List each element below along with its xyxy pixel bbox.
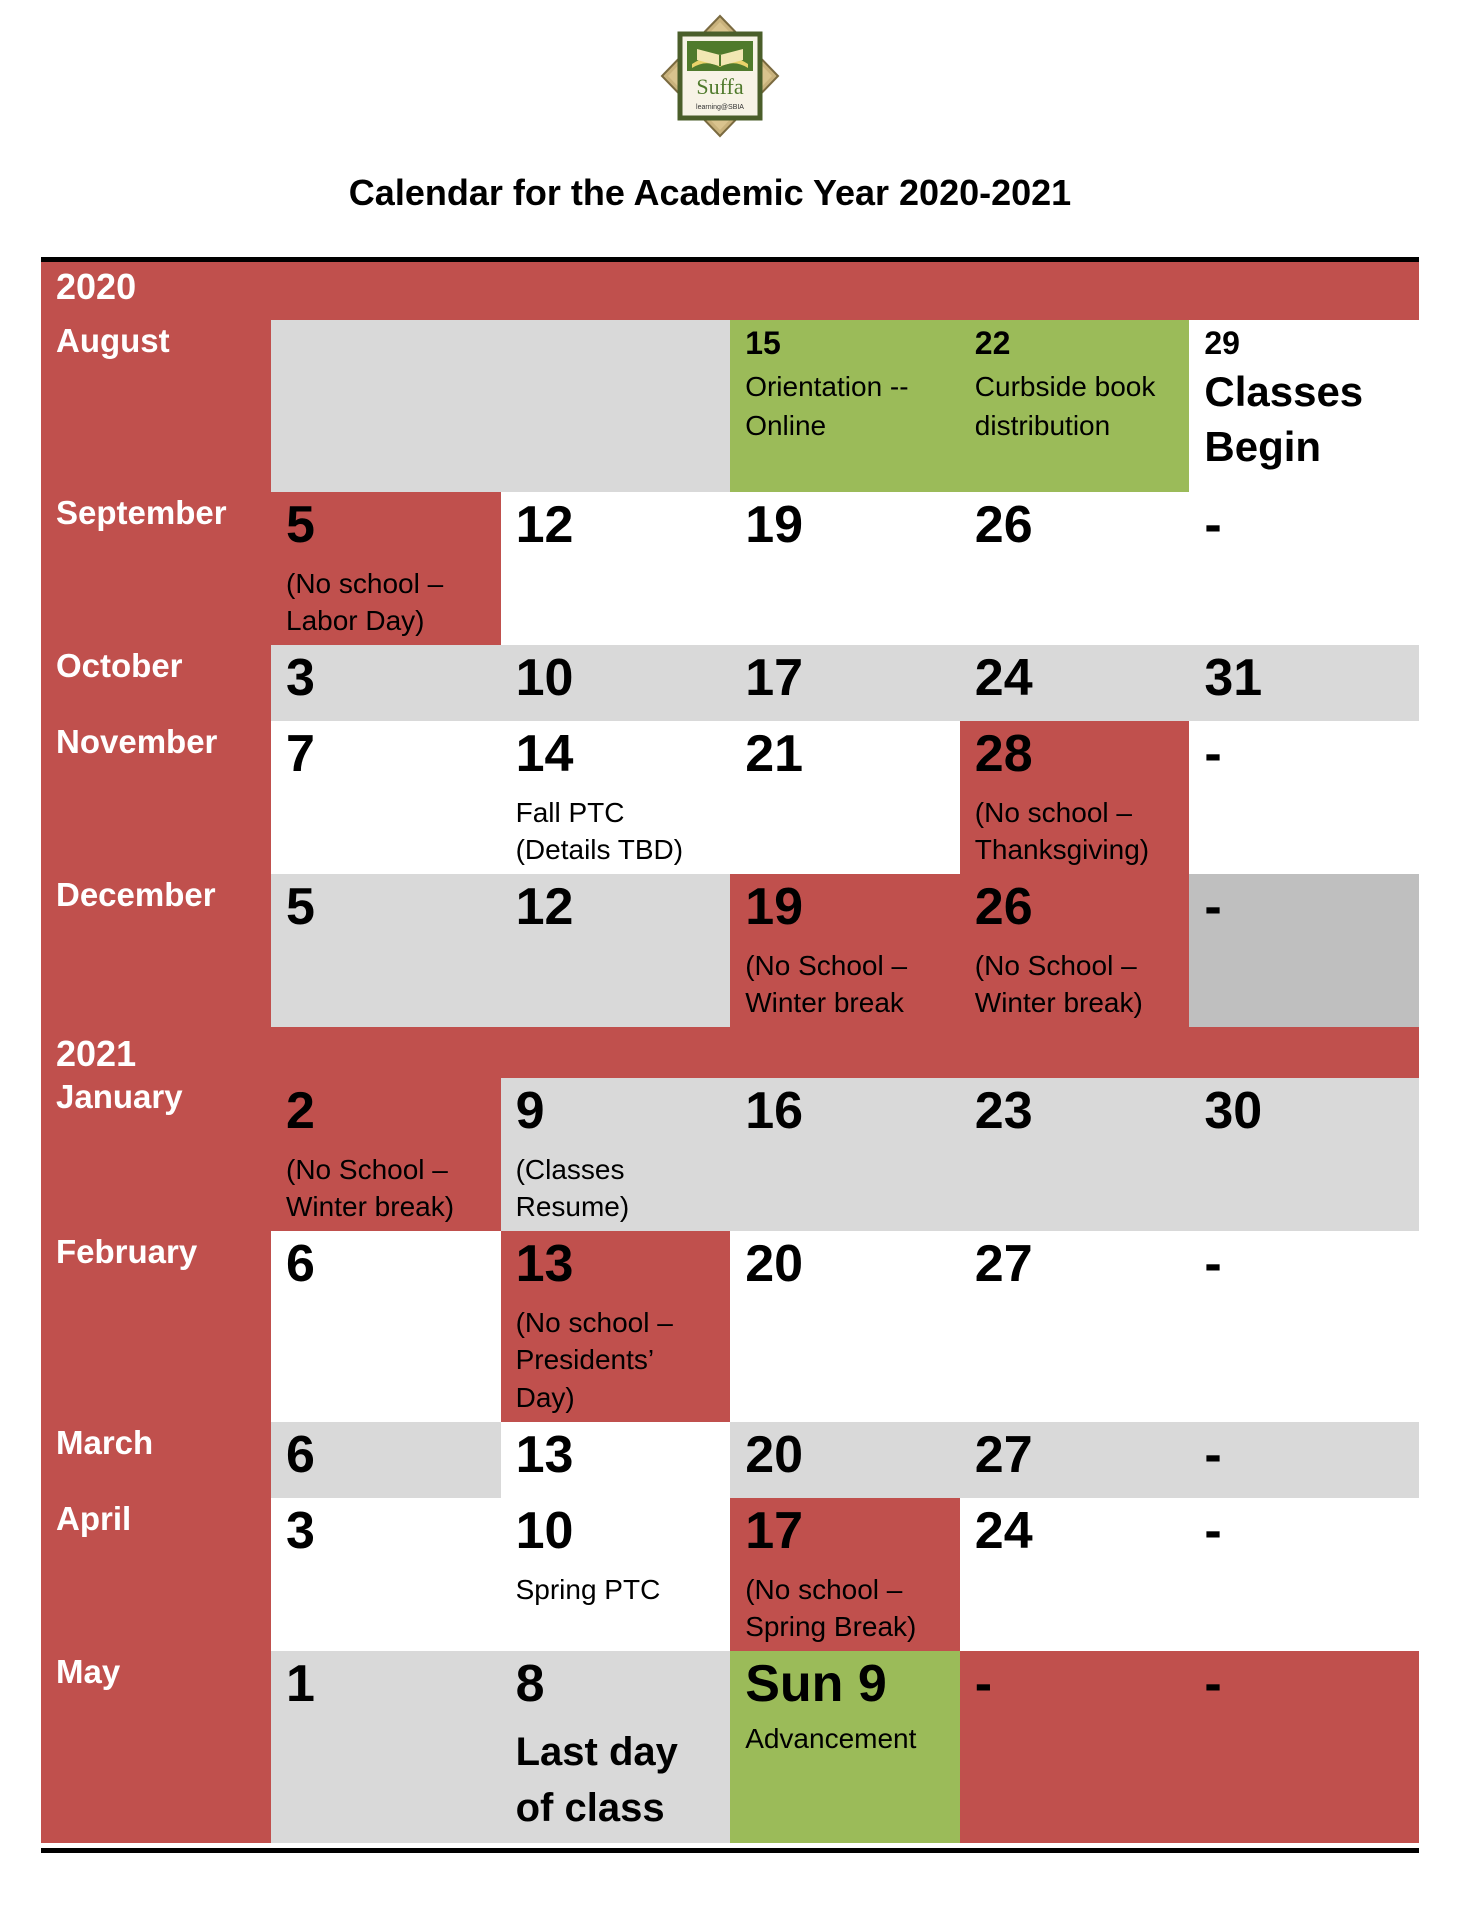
day-number: 3 — [286, 649, 315, 707]
day-number: 17 — [745, 649, 804, 707]
december-12-cell — [501, 874, 731, 1027]
day-note: (No school – — [515, 1306, 673, 1338]
may-4th-cell — [960, 1651, 1190, 1843]
month-november: November — [41, 721, 271, 874]
month-september: September — [41, 492, 271, 645]
row-august — [41, 320, 1419, 492]
september-12-cell — [501, 492, 731, 645]
day-number: 6 — [286, 1235, 315, 1293]
day-number: 1 — [286, 1655, 315, 1713]
day-number: 23 — [974, 1082, 1033, 1140]
month-december: December — [41, 874, 271, 1027]
day-note: Advancement — [745, 1722, 917, 1754]
february-13-cell — [501, 1231, 731, 1422]
day-number: 16 — [745, 1082, 804, 1140]
april-17-cell — [730, 1498, 960, 1651]
august-empty — [271, 320, 730, 492]
september-19-cell — [730, 492, 960, 645]
october-31-cell — [1189, 645, 1419, 721]
day-note: (No School – — [286, 1153, 448, 1185]
february-27-cell — [960, 1231, 1190, 1422]
april-3-cell — [271, 1498, 501, 1651]
row-april — [41, 1498, 1419, 1651]
august-22-cell — [960, 320, 1190, 492]
day-number: 13 — [515, 1426, 574, 1484]
day-note: Winter break) — [286, 1191, 455, 1223]
april-5th-cell — [1189, 1498, 1419, 1651]
day-note: Curbside book — [974, 371, 1156, 403]
row-october — [41, 645, 1419, 721]
day-number: 14 — [515, 725, 574, 783]
day-number: 15 — [745, 325, 781, 361]
day-number: 12 — [515, 496, 574, 554]
bottom-rule — [41, 1848, 1419, 1853]
day-number: 9 — [515, 1082, 545, 1140]
day-note: Spring PTC — [515, 1573, 661, 1605]
row-march — [41, 1422, 1419, 1498]
september-5-cell — [271, 492, 501, 645]
day-number: - — [1204, 1655, 1222, 1713]
row-november — [41, 721, 1419, 874]
day-number: 13 — [515, 1235, 574, 1293]
february-20-cell — [730, 1231, 960, 1422]
day-number: 8 — [515, 1655, 545, 1713]
march-6-cell — [271, 1422, 501, 1498]
logo-subtitle: learning@SBIA — [696, 104, 744, 111]
january-9-cell — [501, 1078, 731, 1231]
october-17-cell — [730, 645, 960, 721]
day-number: - — [1204, 1235, 1222, 1293]
day-number: 20 — [745, 1426, 804, 1484]
day-number: 3 — [286, 1502, 315, 1560]
december-19-cell — [730, 874, 960, 1027]
day-note: (Details TBD) — [515, 834, 684, 866]
year-2021-label: 2021 — [56, 1033, 137, 1074]
year-2020-label: 2020 — [56, 266, 137, 307]
october-3-cell — [271, 645, 501, 721]
day-number: 7 — [286, 725, 315, 783]
day-number: 10 — [515, 1502, 574, 1560]
day-number: 28 — [974, 725, 1033, 783]
february-5th-cell — [1189, 1231, 1419, 1422]
day-note: Winter break) — [974, 987, 1143, 1019]
april-10-cell — [501, 1498, 731, 1651]
day-note: Fall PTC — [515, 796, 625, 828]
day-number: 6 — [286, 1426, 315, 1484]
january-30-cell — [1189, 1078, 1419, 1231]
day-note: Spring Break) — [745, 1611, 917, 1643]
day-number: 21 — [745, 725, 804, 783]
day-note: Day) — [515, 1382, 575, 1414]
march-27-cell — [960, 1422, 1190, 1498]
day-number: 24 — [974, 1502, 1033, 1560]
day-note: Labor Day) — [286, 605, 425, 637]
day-note: Orientation -- — [745, 371, 909, 403]
march-5th-cell — [1189, 1422, 1419, 1498]
day-number: - — [1204, 496, 1222, 554]
day-note: Thanksgiving) — [974, 834, 1150, 866]
day-note: distribution — [974, 410, 1111, 442]
october-10-cell — [501, 645, 731, 721]
september-26-cell — [960, 492, 1190, 645]
day-number: - — [974, 1655, 993, 1713]
march-13-cell — [501, 1422, 731, 1498]
calendar-grid — [41, 262, 1419, 1843]
month-march: March — [41, 1422, 271, 1498]
row-september — [41, 492, 1419, 645]
august-29-cell — [1189, 320, 1419, 492]
day-note: (No School – — [974, 949, 1137, 981]
month-october: October — [41, 645, 271, 721]
day-note: Presidents’ — [515, 1344, 655, 1376]
day-number: 30 — [1204, 1082, 1263, 1140]
day-note: Online — [745, 410, 827, 442]
day-number: 19 — [745, 496, 804, 554]
month-april: April — [41, 1498, 271, 1651]
month-february: February — [41, 1231, 271, 1422]
november-7-cell — [271, 721, 501, 874]
suffa-logo — [660, 14, 780, 139]
may-8-cell — [501, 1651, 731, 1843]
day-number: - — [1204, 725, 1222, 783]
may-5th-cell — [1189, 1651, 1419, 1843]
march-20-cell — [730, 1422, 960, 1498]
logo-name: Suffa — [696, 74, 744, 99]
december-5th-cell — [1189, 874, 1419, 1027]
may-9-cell — [730, 1651, 960, 1843]
day-number: 24 — [974, 649, 1033, 707]
february-6-cell — [271, 1231, 501, 1422]
august-15-cell — [730, 320, 960, 492]
december-5-cell — [271, 874, 501, 1027]
day-note: Begin — [1204, 422, 1322, 470]
day-number: 27 — [974, 1426, 1033, 1484]
row-february — [41, 1231, 1419, 1422]
november-28-cell — [960, 721, 1190, 874]
day-number: 5 — [286, 878, 315, 936]
day-number: 17 — [745, 1502, 804, 1560]
day-number: Sun 9 — [745, 1655, 887, 1713]
day-number: 29 — [1204, 325, 1240, 361]
december-26-cell — [960, 874, 1190, 1027]
day-number: 20 — [745, 1235, 804, 1293]
november-21-cell — [730, 721, 960, 874]
year-2021-bar — [41, 1027, 1419, 1078]
month-january: January — [41, 1078, 271, 1231]
january-16-cell — [730, 1078, 960, 1231]
day-note: of class — [515, 1785, 665, 1830]
day-note: (No school – — [286, 567, 444, 599]
day-note: (Classes — [515, 1153, 625, 1185]
month-august: August — [41, 320, 271, 492]
day-note: Winter break — [745, 987, 904, 1019]
day-note: (No school – — [974, 796, 1132, 828]
day-number: 26 — [974, 878, 1033, 936]
day-number: 27 — [974, 1235, 1033, 1293]
day-note: Classes — [1204, 368, 1364, 416]
day-number: 22 — [974, 325, 1011, 361]
year-2020-bar — [41, 262, 1419, 320]
day-number: - — [1204, 1502, 1222, 1560]
day-note: Resume) — [515, 1191, 630, 1223]
day-number: 5 — [286, 496, 315, 554]
october-24-cell — [960, 645, 1190, 721]
day-number: 31 — [1204, 649, 1263, 707]
day-number: 10 — [515, 649, 574, 707]
day-note: Last day — [515, 1729, 678, 1774]
april-24-cell — [960, 1498, 1190, 1651]
page-title: Calendar for the Academic Year 2020-2021 — [348, 172, 1072, 213]
day-number: 2 — [286, 1082, 315, 1140]
row-january — [41, 1078, 1419, 1231]
day-note: (No School – — [745, 949, 908, 981]
day-number: - — [1204, 1426, 1222, 1484]
day-number: 19 — [745, 878, 804, 936]
january-2-cell — [271, 1078, 501, 1231]
may-1-cell — [271, 1651, 501, 1843]
september-5th-cell — [1189, 492, 1419, 645]
november-14-cell — [501, 721, 731, 874]
day-number: - — [1204, 878, 1222, 936]
november-5th-cell — [1189, 721, 1419, 874]
day-number: 12 — [515, 878, 574, 936]
row-december — [41, 874, 1419, 1027]
day-note: (No school – — [745, 1573, 903, 1605]
january-23-cell — [960, 1078, 1190, 1231]
day-number: 26 — [974, 496, 1033, 554]
month-may: May — [41, 1651, 271, 1843]
row-may — [41, 1651, 1419, 1843]
